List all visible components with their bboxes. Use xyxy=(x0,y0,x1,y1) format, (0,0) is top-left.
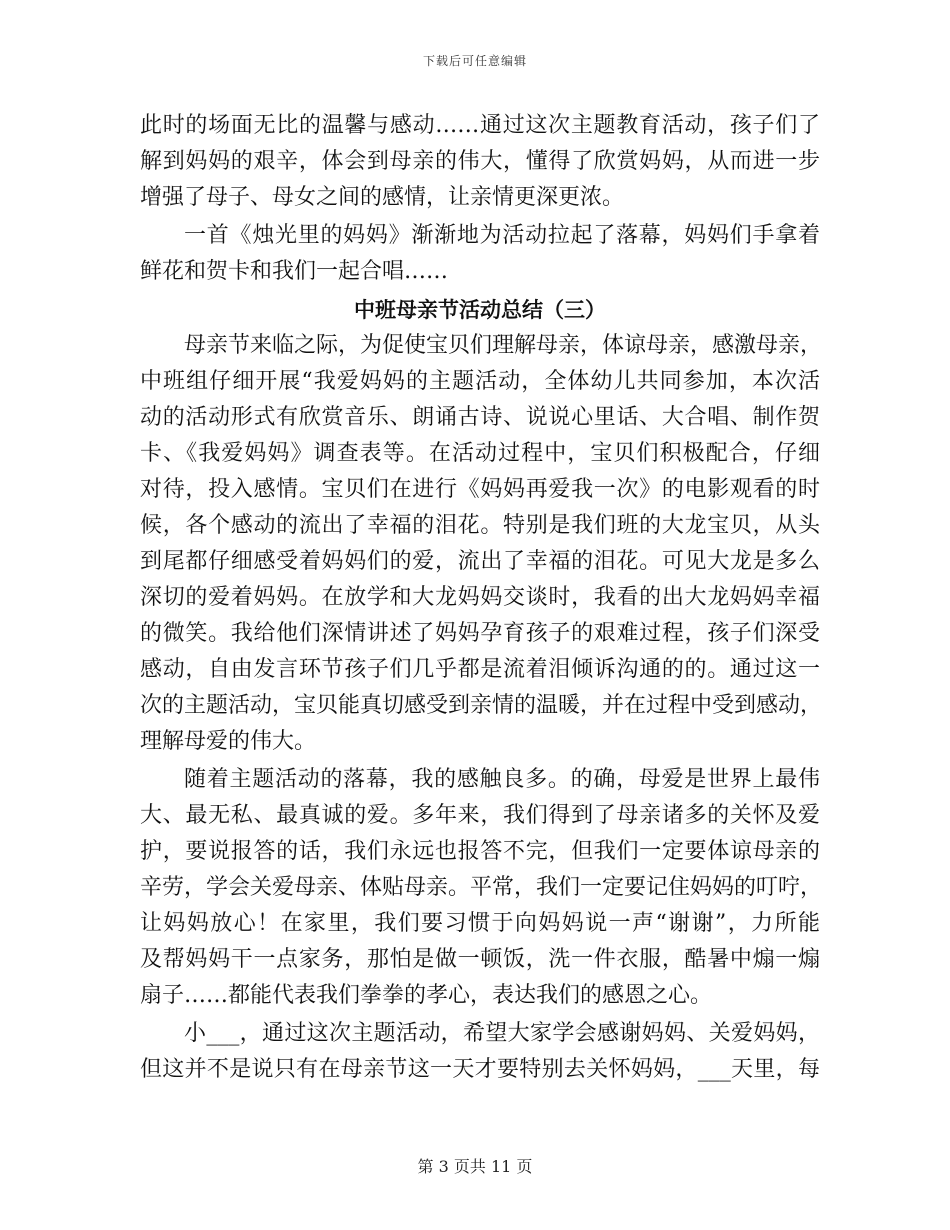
text-line: 扇子……都能代表我们拳拳的孝心，表达我们的感恩之心。 xyxy=(140,983,713,1008)
section-title: 中班母亲节活动总结（三） xyxy=(354,297,606,322)
paragraph xyxy=(140,762,823,1014)
text-line: 让妈妈放心！在家里，我们要习惯于向妈妈说一声“谢谢”，力所能 xyxy=(140,911,820,936)
text-line: 及帮妈妈干一点家务，那怕是做一顿饭，洗一件衣服，酷暑中煽一煽 xyxy=(140,947,820,972)
text-line: 大、最无私、最真诚的爱。多年来，我们得到了母亲诸多的关怀及爱 xyxy=(140,803,820,828)
text-line: 护，要说报答的话，我们永远也报答不完，但我们一定要体谅母亲的 xyxy=(140,839,820,864)
text-line: 候，各个感动的流出了幸福的泪花。特别是我们班的大龙宝贝，从头 xyxy=(140,513,820,538)
text-line: 增强了母子、母女之间的感情，让亲情更深更浓。 xyxy=(140,185,625,210)
text-line: 对待，投入感情。宝贝们在进行《妈妈再爱我一次》的电影观看的时 xyxy=(140,477,820,502)
paragraph xyxy=(140,328,823,760)
text-line: 此时的场面无比的温馨与感动……通过这次主题教育活动，孩子们了 xyxy=(140,113,820,138)
paragraph xyxy=(140,108,820,216)
text-line: 一首《烛光里的妈妈》渐渐地为活动拉起了落幕，妈妈们手拿着 xyxy=(184,223,820,248)
page-number: 第 3 页共 11 页 xyxy=(417,1157,533,1176)
text-line: 深切的爱着妈妈。在放学和大龙妈妈交谈时，我看的出大龙妈妈幸福 xyxy=(140,585,820,610)
text-line: 次的主题活动，宝贝能真切感受到亲情的温暖，并在过程中受到感动， xyxy=(140,693,823,718)
text-line: 辛劳，学会关爱母亲、体贴母亲。平常，我们一定要记住妈妈的叮咛， xyxy=(140,875,823,900)
text-line: 鲜花和贺卡和我们一起合唱…… xyxy=(140,259,449,284)
text-line: 感动，自由发言环节孩子们几乎都是流着泪倾诉沟通的的。通过这一 xyxy=(140,657,820,682)
text-line: 到尾都仔细感受着妈妈们的爱，流出了幸福的泪花。可见大龙是多么 xyxy=(140,549,820,574)
header-note: 下载后可任意编辑 xyxy=(422,54,527,68)
text-line: 动的活动形式有欣赏音乐、朗诵古诗、说说心里话、大合唱、制作贺 xyxy=(140,405,820,430)
text-line: 中班组仔细开展“我爱妈妈的主题活动，全体幼儿共同参加，本次活 xyxy=(140,369,820,394)
text-line: 但这并不是说只有在母亲节这一天才要特别去关怀妈妈，___天里，每 xyxy=(140,1057,820,1082)
text-line: 解到妈妈的艰辛，体会到母亲的伟大，懂得了欣赏妈妈，从而进一步 xyxy=(140,149,820,174)
text-line: 小___，通过这次主题活动，希望大家学会感谢妈妈、关爱妈妈， xyxy=(184,1021,820,1046)
text-line: 卡、《我爱妈妈》调查表等。在活动过程中，宝贝们积极配合，仔细 xyxy=(140,441,820,466)
text-line: 随着主题活动的落幕，我的感触良多。的确，母爱是世界上最伟 xyxy=(184,767,820,792)
text-line: 理解母爱的伟大。 xyxy=(140,729,317,754)
document-body xyxy=(140,108,823,1090)
text-line: 的微笑。我给他们深情讲述了妈妈孕育孩子的艰难过程，孩子们深受 xyxy=(140,621,820,646)
text-line: 母亲节来临之际，为促使宝贝们理解母亲，体谅母亲，感激母亲， xyxy=(184,333,823,358)
paragraph xyxy=(140,218,820,290)
paragraph xyxy=(140,1016,820,1088)
